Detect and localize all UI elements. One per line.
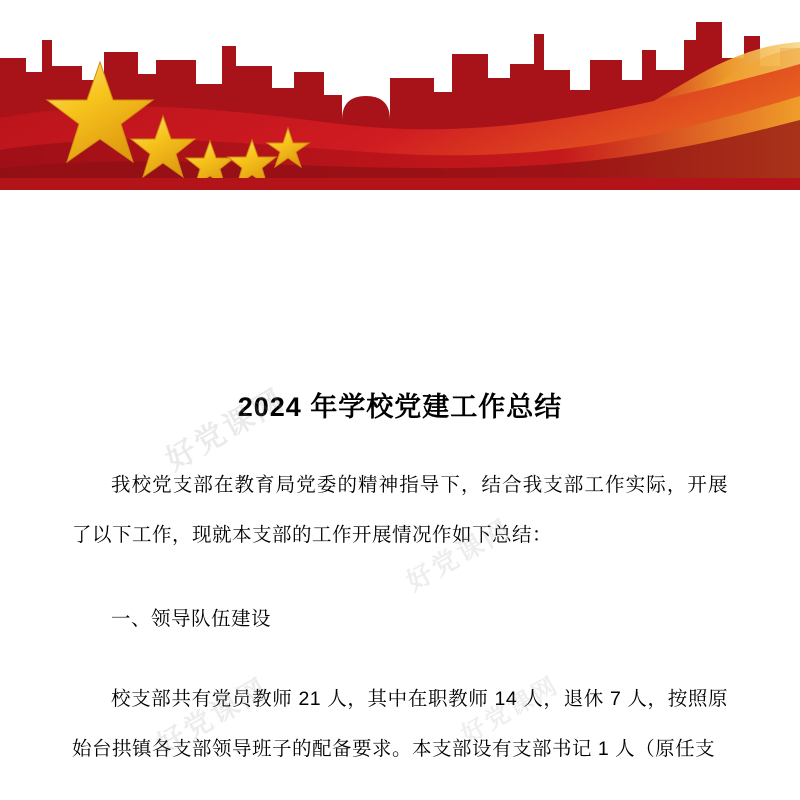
city-skyline-icon (0, 0, 800, 190)
section-heading-1: 一、领导队伍建设 (111, 608, 272, 630)
paragraph-intro: 我校党支部在教育局党委的精神指导下，结合我支部工作实际，开展了以下工作，现就本支部的工作开展情况作如下总结： (72, 474, 728, 546)
banner-bottom-bar (0, 178, 800, 190)
watermark: 好党课网 (456, 671, 565, 749)
document-page (0, 190, 800, 800)
header-banner (0, 0, 800, 190)
paragraph-body-1: 校支部共有党员教师 21 人，其中在职教师 14 人，退休 7 人，按照原始台拱镇各支部领导班子的配备要求。本支部设有支部书记 1 人（原任支 (72, 688, 728, 760)
watermark: 好党课网 (160, 382, 292, 478)
watermark: 好党课网 (151, 671, 275, 761)
watermark: 好党课网 (401, 512, 517, 597)
page-title: 2024 年学校党建工作总结 (237, 392, 563, 422)
